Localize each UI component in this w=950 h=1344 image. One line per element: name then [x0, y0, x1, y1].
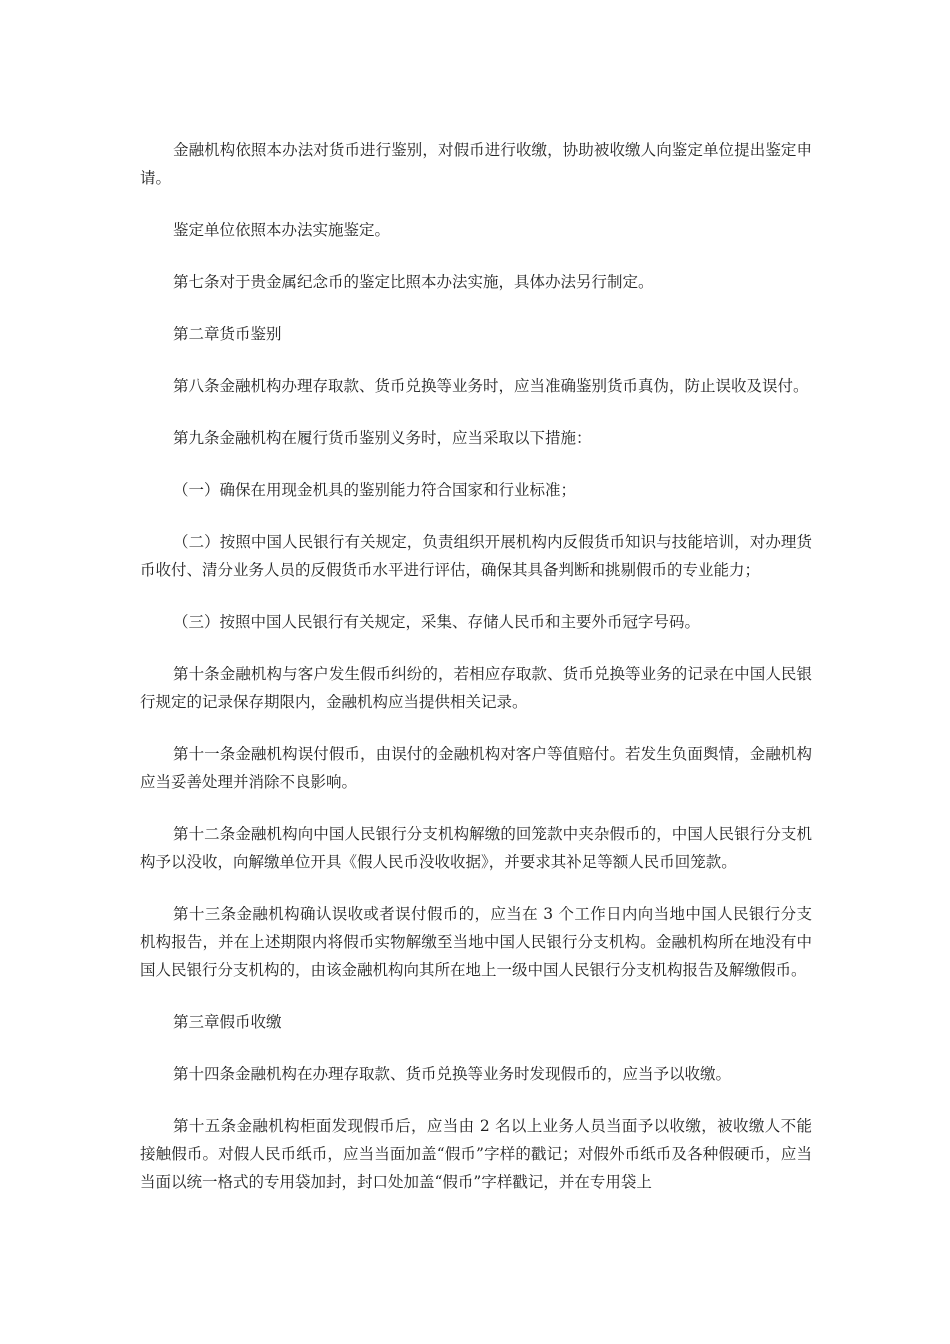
chapter-heading: 第三章假币收缴 [173, 1013, 282, 1031]
paragraph: 第七条对于贵金属纪念币的鉴定比照本办法实施，具体办法另行制定。 [173, 273, 654, 291]
paragraph: 第八条金融机构办理存取款、货币兑换等业务时，应当准确鉴别货币真伪，防止误收及误付。 [173, 377, 809, 395]
paragraph: 第十三条金融机构确认误收或者误付假币的，应当在 3 个工作日内向当地中国人民银行分支机构报告，并在上述期限内将假币实物解缴至当地中国人民银行分支机构。金融机构所在地没有中国人民银行分支机构的，由该金融机构向其所在地上一级中国人民银行分支机构报告及解缴假币。 [140, 905, 812, 979]
paragraph: 第十条金融机构与客户发生假币纠纷的，若相应存取款、货币兑换等业务的记录在中国人民银行规定的记录保存期限内，金融机构应当提供相关记录。 [140, 665, 812, 711]
list-item: （三）按照中国人民银行有关规定，采集、存储人民币和主要外币冠字号码。 [173, 613, 701, 631]
paragraph: 金融机构依照本办法对货币进行鉴别，对假币进行收缴，协助被收缴人向鉴定单位提出鉴定申请。 [140, 141, 812, 187]
paragraph: 第十二条金融机构向中国人民银行分支机构解缴的回笼款中夹杂假币的，中国人民银行分支机构予以没收，向解缴单位开具《假人民币没收收据》，并要求其补足等额人民币回笼款。 [140, 825, 812, 871]
paragraph: 第十四条金融机构在办理存取款、货币兑换等业务时发现假币的，应当予以收缴。 [173, 1065, 732, 1083]
list-item: （一）确保在用现金机具的鉴别能力符合国家和行业标准； [173, 481, 577, 499]
list-item: （二）按照中国人民银行有关规定，负责组织开展机构内反假货币知识与技能培训，对办理货币收付、清分业务人员的反假货币水平进行评估，确保其具备判断和挑剔假币的专业能力； [140, 533, 812, 579]
paragraph: 鉴定单位依照本办法实施鉴定。 [173, 221, 391, 239]
paragraph: 第十一条金融机构误付假币，由误付的金融机构对客户等值赔付。若发生负面舆情，金融机构应当妥善处理并消除不良影响。 [140, 745, 812, 791]
paragraph: 第十五条金融机构柜面发现假币后，应当由 2 名以上业务人员当面予以收缴，被收缴人不能接触假币。对假人民币纸币，应当当面加盖“假币”字样的戳记；对假外币纸币及各种假硬币，应当当面以统一格式的专用袋加封，封口处加盖“假币”字样戳记，并在专用袋上 [140, 1117, 812, 1191]
chapter-heading: 第二章货币鉴别 [173, 325, 282, 343]
paragraph: 第九条金融机构在履行货币鉴别义务时，应当采取以下措施： [173, 429, 592, 447]
document-body [140, 136, 812, 1220]
